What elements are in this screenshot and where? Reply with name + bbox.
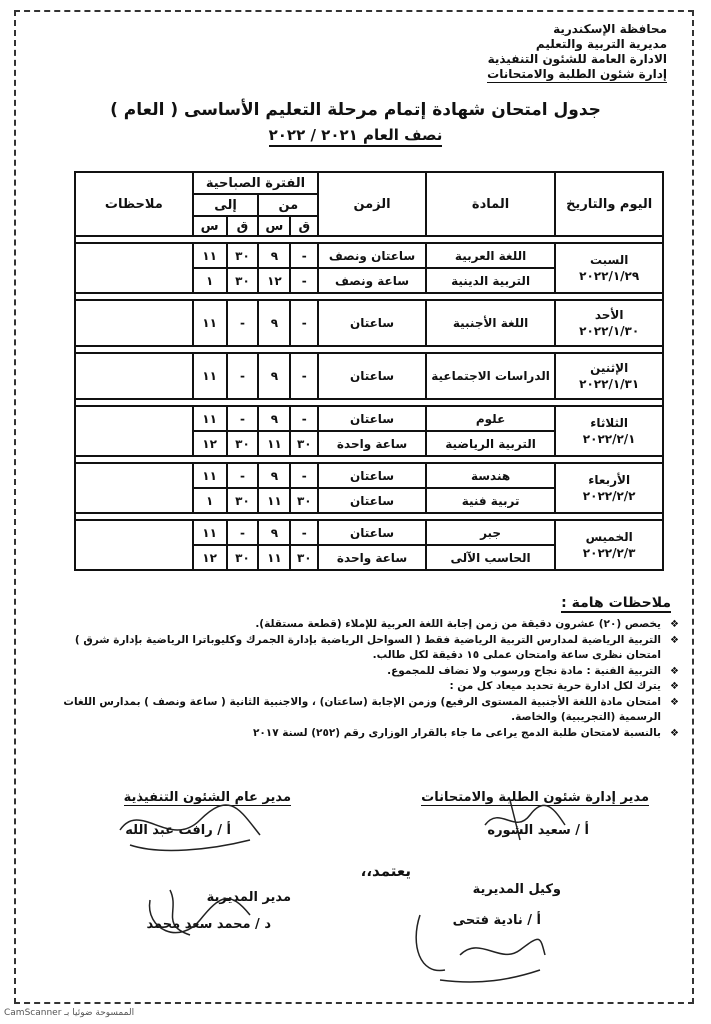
to-hour-cell: ١١ bbox=[193, 243, 227, 268]
duration-cell: ساعتان bbox=[318, 463, 426, 488]
from-hour-cell: ١١ bbox=[258, 545, 290, 570]
diamond-bullet-icon: ❖ bbox=[670, 665, 679, 677]
diamond-bullet-icon: ❖ bbox=[670, 634, 679, 646]
scanner-watermark: الممسوحة ضوئيا بـ CamScanner bbox=[4, 1008, 135, 1018]
to-minute-cell: - bbox=[227, 353, 259, 399]
day-name: الأربعاء bbox=[588, 473, 631, 487]
note-text: بالنسبة لامتحان طلبة الدمج يراعى ما جاء بالقرار الوزارى رقم (٢٥٢) لسنة ٢٠١٧ bbox=[252, 726, 661, 739]
from-hour-cell: ١٢ bbox=[258, 268, 290, 293]
to-hour-cell: ١١ bbox=[193, 520, 227, 545]
day-name: الأحد bbox=[594, 308, 624, 322]
notes-title: ملاحظات هامة : bbox=[561, 595, 671, 611]
document-subtitle: نصف العام ٢٠٢١ / ٢٠٢٢ bbox=[269, 126, 443, 147]
notes-cell bbox=[75, 243, 193, 293]
table-row bbox=[75, 520, 663, 545]
day-cell bbox=[555, 406, 663, 456]
day-name: السبت bbox=[589, 253, 629, 267]
table-row bbox=[75, 463, 663, 488]
note-text: التربية الفنية : مادة نجاح ورسوب ولا تضاف للمجموع. bbox=[387, 664, 661, 677]
day-cell bbox=[555, 353, 663, 399]
signatory-role: مدير عام الشئون التنفيذية bbox=[123, 790, 291, 805]
to-minute-cell: ٣٠ bbox=[227, 243, 259, 268]
handwritten-signature bbox=[400, 895, 550, 990]
from-hour-cell: ١١ bbox=[258, 431, 290, 456]
to-minute-cell: - bbox=[227, 406, 259, 431]
notes-cell bbox=[75, 353, 193, 399]
subject-cell: الدراسات الاجتماعية bbox=[426, 353, 556, 399]
to-minute-cell: - bbox=[227, 520, 259, 545]
to-hour-cell: ١ bbox=[193, 268, 227, 293]
from-minute-cell: ٣٠ bbox=[290, 488, 318, 513]
to-minute-cell: ٣٠ bbox=[227, 545, 259, 570]
subject-cell: تربية فنية bbox=[426, 488, 556, 513]
to-minute-cell: - bbox=[227, 300, 259, 346]
from-hour-cell: ٩ bbox=[258, 300, 290, 346]
day-name: الإثنين bbox=[590, 361, 629, 375]
handwritten-signature bbox=[480, 795, 570, 845]
table-row bbox=[75, 300, 663, 346]
letterhead-line: محافظة الإسكندرية bbox=[553, 22, 667, 36]
subject-cell: علوم bbox=[426, 406, 556, 431]
letterhead-line: الادارة العامة للشئون التنفيذية bbox=[487, 52, 667, 66]
notes-list bbox=[41, 617, 681, 741]
table-row bbox=[75, 243, 663, 268]
from-minute-cell: - bbox=[290, 300, 318, 346]
header-minute: ق bbox=[227, 216, 259, 236]
header-hour: س bbox=[193, 216, 227, 236]
from-minute-cell: - bbox=[290, 268, 318, 293]
duration-cell: ساعة واحدة bbox=[318, 431, 426, 456]
to-hour-cell: ١١ bbox=[193, 406, 227, 431]
signatory-role: مدير إدارة شئون الطلبة والامتحانات bbox=[421, 790, 649, 805]
header-hour: س bbox=[258, 216, 290, 236]
day-cell bbox=[555, 463, 663, 513]
header-duration: الزمن bbox=[318, 172, 426, 236]
diamond-bullet-icon: ❖ bbox=[670, 681, 679, 692]
note-text: امتحان مادة اللغة الأجنبية المستوى الرفيع) وزمن الإجابة (ساعتان) ، والاجنبية الثانية ( ساعة ونصف ) بمدارس اللغات الرسمية (التجريبية) والخاصة. bbox=[63, 695, 661, 723]
from-hour-cell: ٩ bbox=[258, 520, 290, 545]
subject-cell: التربية الدينية bbox=[426, 268, 556, 293]
day-cell bbox=[555, 243, 663, 293]
signatory-role: وكيل المديرية bbox=[472, 882, 561, 897]
signatory-role: مدير المديرية bbox=[206, 890, 291, 905]
to-hour-cell: ١١ bbox=[193, 353, 227, 399]
day-date: ٢٠٢٢/٢/٢ bbox=[582, 489, 636, 503]
list-item bbox=[41, 617, 681, 633]
to-minute-cell: ٣٠ bbox=[227, 431, 259, 456]
exam-schedule-table bbox=[74, 171, 664, 571]
from-minute-cell: - bbox=[290, 243, 318, 268]
signatory-name: أ / نادية فتحى bbox=[452, 913, 541, 928]
from-minute-cell: ٣٠ bbox=[290, 431, 318, 456]
list-item bbox=[41, 695, 681, 726]
from-hour-cell: ١١ bbox=[258, 488, 290, 513]
to-minute-cell: ٣٠ bbox=[227, 488, 259, 513]
day-date: ٢٠٢٢/٢/١ bbox=[582, 432, 636, 446]
day-date: ٢٠٢٢/١/٣١ bbox=[579, 377, 640, 391]
from-hour-cell: ٩ bbox=[258, 353, 290, 399]
notes-cell bbox=[75, 520, 193, 570]
subject-cell: الحاسب الآلى bbox=[426, 545, 556, 570]
notes-cell bbox=[75, 463, 193, 513]
letterhead-line: إدارة شئون الطلبة والامتحانات bbox=[487, 67, 667, 81]
list-item bbox=[41, 633, 681, 664]
from-minute-cell: ٣٠ bbox=[290, 545, 318, 570]
header-to: إلى bbox=[193, 194, 259, 216]
header-minute: ق bbox=[290, 216, 318, 236]
to-minute-cell: ٣٠ bbox=[227, 268, 259, 293]
to-minute-cell: - bbox=[227, 463, 259, 488]
diamond-bullet-icon: ❖ bbox=[670, 727, 679, 739]
note-text: التربية الرياضية لمدارس التربية الرياضية فقط ( السواحل الرياضية بإدارة الجمرك وكليوباترا الرياضية بإدارة شرق ) امتحان نظرى ساعة وامتحان عملى ١٥ دقيقة لكل طالب. bbox=[74, 633, 661, 661]
day-date: ٢٠٢٢/١/٢٩ bbox=[579, 269, 640, 283]
subject-cell: اللغة العربية bbox=[426, 243, 556, 268]
day-name: الخميس bbox=[585, 530, 633, 544]
note-text: يخصص (٢٠) عشرون دقيقة من زمن إجابة اللغة العربية للإملاء (قطعة مستقلة). bbox=[255, 618, 661, 630]
from-minute-cell: - bbox=[290, 406, 318, 431]
duration-cell: ساعتان bbox=[318, 353, 426, 399]
header-notes: ملاحظات bbox=[75, 172, 193, 236]
subject-cell: اللغة الأجنبية bbox=[426, 300, 556, 346]
header-morning-period: الفترة الصباحية bbox=[193, 172, 319, 194]
signatory-name: د / محمد سعد محمد bbox=[146, 917, 271, 932]
header-from: من bbox=[258, 194, 318, 216]
document-title: جدول امتحان شهادة إتمام مرحلة التعليم الأساسى ( العام ) bbox=[110, 100, 601, 120]
note-text: يترك لكل ادارة حرية تحديد ميعاد كل من : bbox=[449, 680, 661, 692]
from-minute-cell: - bbox=[290, 353, 318, 399]
duration-cell: ساعتان bbox=[318, 406, 426, 431]
signatory-name: أ / رافت عبد الله bbox=[125, 823, 231, 838]
list-item bbox=[41, 679, 681, 695]
from-hour-cell: ٩ bbox=[258, 243, 290, 268]
to-hour-cell: ١٢ bbox=[193, 431, 227, 456]
day-date: ٢٠٢٢/١/٣٠ bbox=[579, 324, 640, 338]
duration-cell: ساعتان bbox=[318, 488, 426, 513]
handwritten-signature bbox=[140, 880, 260, 950]
duration-cell: ساعة واحدة bbox=[318, 545, 426, 570]
day-date: ٢٠٢٢/٢/٣ bbox=[582, 546, 636, 560]
duration-cell: ساعة ونصف bbox=[318, 268, 426, 293]
table-row bbox=[75, 353, 663, 399]
day-cell bbox=[555, 520, 663, 570]
header-day-date: اليوم والتاريخ bbox=[555, 172, 663, 236]
subject-cell: جبر bbox=[426, 520, 556, 545]
to-hour-cell: ١١ bbox=[193, 463, 227, 488]
letterhead-line: مديرية التربية والتعليم bbox=[535, 37, 667, 51]
to-hour-cell: ١١ bbox=[193, 300, 227, 346]
from-hour-cell: ٩ bbox=[258, 406, 290, 431]
notes-cell bbox=[75, 406, 193, 456]
list-item bbox=[41, 726, 681, 742]
duration-cell: ساعتان ونصف bbox=[318, 243, 426, 268]
day-name: الثلاثاء bbox=[590, 416, 629, 430]
duration-cell: ساعتان bbox=[318, 520, 426, 545]
day-cell bbox=[555, 300, 663, 346]
subject-cell: هندسة bbox=[426, 463, 556, 488]
subject-cell: التربية الرياضية bbox=[426, 431, 556, 456]
diamond-bullet-icon: ❖ bbox=[670, 619, 679, 630]
to-hour-cell: ١ bbox=[193, 488, 227, 513]
handwritten-signature bbox=[110, 790, 270, 860]
to-hour-cell: ١٢ bbox=[193, 545, 227, 570]
from-minute-cell: - bbox=[290, 463, 318, 488]
duration-cell: ساعتان bbox=[318, 300, 426, 346]
table-row bbox=[75, 406, 663, 431]
list-item bbox=[41, 664, 681, 680]
diamond-bullet-icon: ❖ bbox=[670, 696, 679, 708]
header-subject: المادة bbox=[426, 172, 556, 236]
approval-label: يعتمد،، bbox=[360, 862, 411, 880]
from-minute-cell: - bbox=[290, 520, 318, 545]
signatory-name: أ / سعيد الشوره bbox=[487, 823, 589, 838]
notes-cell bbox=[75, 300, 193, 346]
letterhead bbox=[487, 22, 667, 83]
from-hour-cell: ٩ bbox=[258, 463, 290, 488]
